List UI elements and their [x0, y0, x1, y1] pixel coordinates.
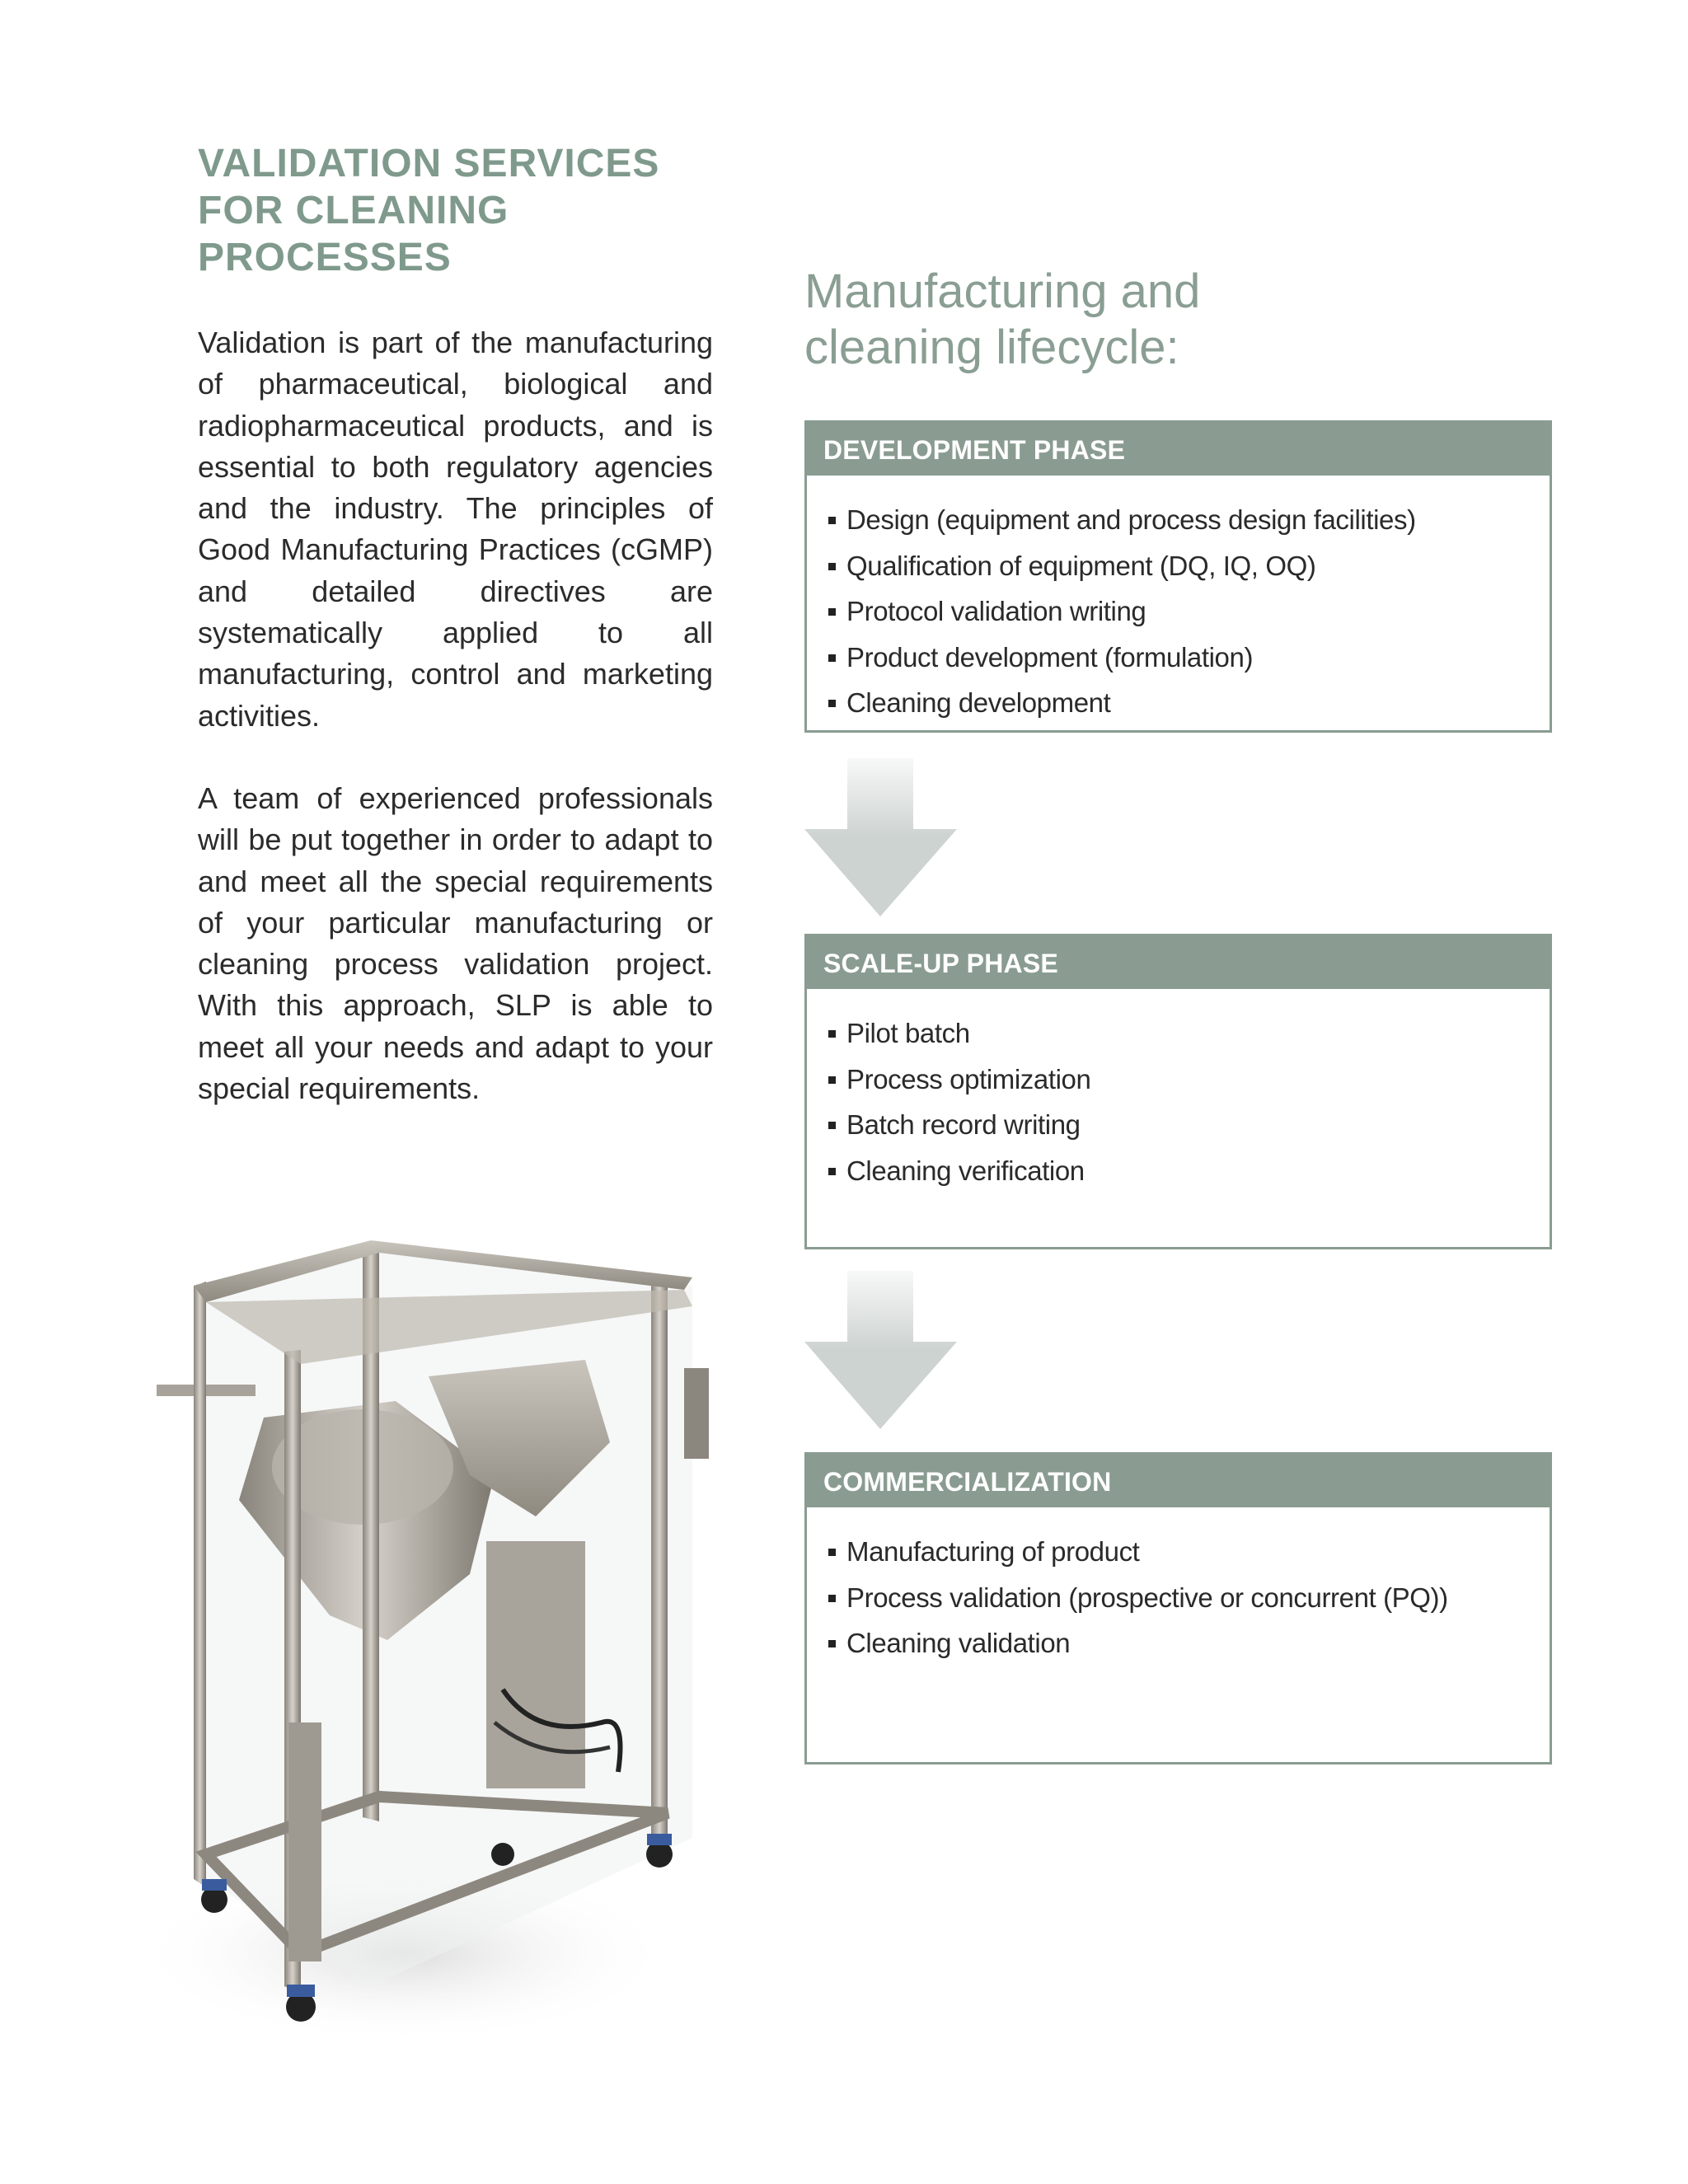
intro-column	[198, 140, 713, 1109]
commercialization-phase-header: COMMERCIALIZATION	[807, 1455, 1550, 1507]
list-item: Product development (formulation)	[846, 635, 1550, 681]
development-phase-header: DEVELOPMENT PHASE	[807, 423, 1550, 476]
lifecycle-title	[804, 264, 1381, 376]
list-item: Cleaning development	[846, 680, 1550, 726]
lifecycle-title-line-2: cleaning lifecycle:	[804, 321, 1179, 374]
scale-up-phase-box	[804, 934, 1552, 1249]
development-phase-list	[807, 476, 1550, 726]
page-title	[198, 140, 713, 281]
title-line-2: FOR CLEANING	[198, 189, 509, 232]
title-line-1: VALIDATION SERVICES	[198, 142, 660, 185]
title-line-3: PROCESSES	[198, 236, 452, 279]
list-item: Pilot batch	[846, 1010, 1550, 1057]
list-item: Manufacturing of product	[846, 1529, 1550, 1575]
list-item: Cleaning verification	[846, 1148, 1550, 1194]
commercialization-phase-box	[804, 1452, 1552, 1765]
lifecycle-title-line-1: Manufacturing and	[804, 265, 1201, 318]
list-item: Process optimization	[846, 1057, 1550, 1103]
list-item: Qualification of equipment (DQ, IQ, OQ)	[846, 543, 1550, 589]
scale-up-phase-header: SCALE-UP PHASE	[807, 936, 1550, 989]
commercialization-phase-list	[807, 1507, 1550, 1666]
list-item: Design (equipment and process design facilities)	[846, 497, 1550, 543]
list-item: Cleaning validation	[846, 1620, 1550, 1666]
list-item: Process validation (prospective or concurrent (PQ))	[846, 1575, 1550, 1621]
down-arrow-icon	[804, 758, 957, 916]
list-item: Protocol validation writing	[846, 588, 1550, 635]
down-arrow-icon	[804, 1271, 957, 1429]
intro-paragraph-2: A team of experienced professionals will be put together in order to adapt to and meet all the special requirements of your particular manufacturing or cleaning process validation project. With this approach, SLP is able to meet all your needs and adapt to your special requirements.	[198, 780, 713, 1106]
list-item: Batch record writing	[846, 1102, 1550, 1148]
development-phase-box	[804, 420, 1552, 733]
blender-machine-image	[124, 1228, 750, 2052]
intro-paragraph-1: Validation is part of the manufacturing of pharmaceutical, biological and radiopharmaceutical products, and is essential to both regulatory agencies and the industry. The principles of Good Manufacturing Practices (cGMP) and detailed directives are systematically applied to all manufacturing, control and marketing activities.	[198, 326, 713, 733]
scale-up-phase-list	[807, 989, 1550, 1193]
